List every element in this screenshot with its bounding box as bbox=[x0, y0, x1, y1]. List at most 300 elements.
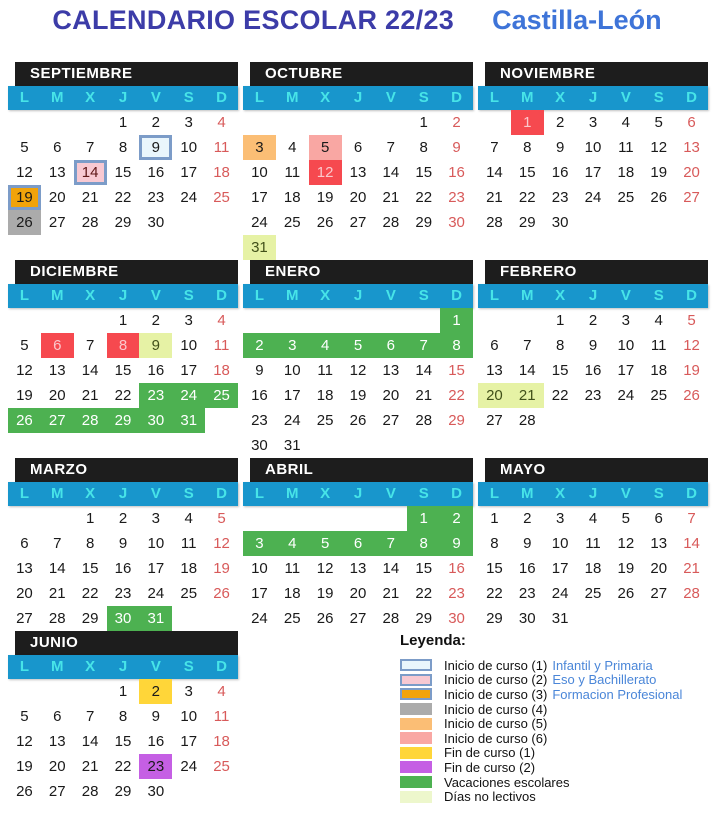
empty-cell bbox=[172, 606, 205, 631]
day-cell: 10 bbox=[180, 337, 198, 354]
color-swatch bbox=[400, 761, 432, 773]
day-cell: 28 bbox=[382, 610, 400, 627]
weekday-label: L bbox=[19, 287, 29, 304]
week-row bbox=[478, 408, 708, 433]
day-cell: 26 bbox=[8, 210, 41, 235]
day-cell: 27 bbox=[349, 214, 367, 231]
month-marzo bbox=[8, 458, 238, 631]
day-cell: 24 bbox=[283, 412, 301, 429]
weekday-label: X bbox=[320, 287, 331, 304]
day-cell: 9 bbox=[139, 333, 172, 358]
day-cell: 12 bbox=[683, 337, 700, 354]
day-cell: 22 bbox=[448, 387, 465, 404]
week-row bbox=[478, 210, 708, 235]
day-cell: 28 bbox=[518, 412, 536, 429]
legend-item bbox=[400, 673, 682, 688]
week-row bbox=[243, 383, 473, 408]
week-row bbox=[8, 308, 238, 333]
day-cell: 17 bbox=[251, 585, 268, 602]
day-cell: 23 bbox=[114, 585, 132, 602]
day-cell: 15 bbox=[114, 733, 132, 750]
day-cell: 23 bbox=[448, 189, 465, 206]
week-row bbox=[243, 185, 473, 210]
empty-cell bbox=[342, 433, 375, 458]
day-cell: 29 bbox=[415, 610, 433, 627]
day-cell: 15 bbox=[114, 362, 132, 379]
day-cell: 3 bbox=[276, 333, 309, 358]
weekday-row bbox=[243, 86, 473, 110]
weekday-label: L bbox=[19, 658, 29, 675]
day-cell: 7 bbox=[386, 139, 396, 156]
day-cell: 6 bbox=[53, 708, 62, 725]
day-cell: 17 bbox=[617, 362, 635, 379]
day-cell: 18 bbox=[213, 362, 230, 379]
day-cell: 17 bbox=[180, 733, 198, 750]
color-swatch bbox=[400, 718, 432, 730]
weekday-label: L bbox=[254, 287, 264, 304]
day-cell: 3 bbox=[243, 135, 276, 160]
day-cell: 26 bbox=[650, 189, 668, 206]
day-cell: 28 bbox=[81, 214, 99, 231]
empty-cell bbox=[577, 408, 610, 433]
day-cell: 20 bbox=[349, 585, 367, 602]
day-cell: 6 bbox=[20, 535, 29, 552]
day-cell: 6 bbox=[654, 510, 663, 527]
week-row bbox=[8, 160, 238, 185]
legend-label: Fin de curso (1) bbox=[444, 745, 536, 761]
day-cell: 7 bbox=[407, 333, 440, 358]
week-row bbox=[8, 333, 238, 358]
weekday-label: X bbox=[85, 287, 96, 304]
weekday-label: D bbox=[686, 485, 697, 502]
weekday-row bbox=[8, 482, 238, 506]
weekday-label: X bbox=[555, 89, 566, 106]
empty-cell bbox=[642, 408, 675, 433]
day-cell: 22 bbox=[415, 585, 433, 602]
legend-label: Inicio de curso (2) bbox=[444, 672, 548, 688]
day-cell: 29 bbox=[448, 412, 465, 429]
day-cell: 11 bbox=[284, 164, 301, 181]
day-cell: 8 bbox=[407, 531, 440, 556]
day-cell: 7 bbox=[85, 337, 95, 354]
empty-cell bbox=[205, 779, 238, 804]
legend-item bbox=[400, 716, 682, 731]
day-cell: 13 bbox=[349, 560, 367, 577]
day-cell: 7 bbox=[374, 531, 407, 556]
day-cell: 27 bbox=[41, 408, 74, 433]
page-title bbox=[0, 5, 714, 36]
weekday-row bbox=[8, 655, 238, 679]
day-cell: 11 bbox=[618, 139, 634, 156]
day-cell: 25 bbox=[650, 387, 668, 404]
day-cell: 10 bbox=[251, 560, 268, 577]
day-cell: 11 bbox=[213, 139, 230, 156]
day-cell: 13 bbox=[683, 139, 700, 156]
day-cell: 18 bbox=[213, 164, 230, 181]
legend-item bbox=[400, 746, 682, 761]
legend-item bbox=[400, 658, 682, 673]
day-cell: 13 bbox=[486, 362, 503, 379]
day-cell: 23 bbox=[251, 412, 268, 429]
day-cell: 12 bbox=[316, 560, 334, 577]
week-row bbox=[8, 779, 238, 804]
weekday-label: D bbox=[686, 89, 697, 106]
legend-label: Inicio de curso (4) bbox=[444, 701, 548, 717]
empty-cell bbox=[172, 210, 205, 235]
day-cell: 7 bbox=[53, 535, 62, 552]
day-cell: 28 bbox=[81, 783, 99, 800]
day-cell: 9 bbox=[255, 362, 264, 379]
legend-label: Inicio de curso (6) bbox=[444, 730, 548, 746]
day-cell: 10 bbox=[617, 337, 635, 354]
empty-cell bbox=[8, 679, 41, 704]
day-cell: 27 bbox=[16, 610, 33, 627]
weekday-label: X bbox=[555, 485, 566, 502]
day-cell: 19 bbox=[316, 585, 334, 602]
day-cell: 6 bbox=[53, 139, 62, 156]
day-cell: 11 bbox=[284, 560, 301, 577]
week-row bbox=[8, 581, 238, 606]
day-cell: 16 bbox=[147, 733, 165, 750]
day-cell: 5 bbox=[20, 337, 29, 354]
day-cell: 10 bbox=[251, 164, 268, 181]
day-cell: 22 bbox=[81, 585, 99, 602]
day-cell: 16 bbox=[448, 164, 465, 181]
month-enero bbox=[243, 260, 473, 458]
legend-title: Leyenda: bbox=[400, 632, 466, 649]
month-header: ENERO bbox=[250, 260, 473, 284]
empty-cell bbox=[309, 308, 342, 333]
day-cell: 4 bbox=[588, 510, 598, 527]
weekday-label: J bbox=[118, 287, 128, 304]
empty-cell bbox=[675, 408, 708, 433]
weekday-label: D bbox=[451, 89, 462, 106]
week-row bbox=[478, 110, 708, 135]
week-row bbox=[8, 531, 238, 556]
day-cell: 5 bbox=[309, 135, 342, 160]
empty-cell bbox=[609, 606, 642, 631]
day-cell: 17 bbox=[180, 164, 198, 181]
month-header: OCTUBRE bbox=[250, 62, 473, 86]
day-cell: 6 bbox=[490, 337, 499, 354]
weekday-label: X bbox=[320, 485, 331, 502]
day-cell: 4 bbox=[217, 312, 226, 329]
week-row bbox=[8, 110, 238, 135]
empty-cell bbox=[205, 606, 238, 631]
week-row bbox=[243, 333, 473, 358]
empty-cell bbox=[41, 308, 74, 333]
day-cell: 8 bbox=[419, 139, 428, 156]
empty-cell bbox=[407, 433, 440, 458]
day-cell: 4 bbox=[621, 114, 631, 131]
day-cell: 25 bbox=[283, 214, 301, 231]
weekday-label: J bbox=[353, 287, 363, 304]
day-cell: 15 bbox=[518, 164, 536, 181]
day-cell: 21 bbox=[382, 189, 400, 206]
day-cell: 14 bbox=[683, 535, 700, 552]
day-cell: 30 bbox=[551, 214, 569, 231]
day-cell: 2 bbox=[243, 333, 276, 358]
month-header: JUNIO bbox=[15, 631, 238, 655]
weekday-label: V bbox=[150, 485, 161, 502]
legend-label: Vacaciones escolares bbox=[444, 774, 570, 790]
week-row bbox=[243, 210, 473, 235]
day-cell: 26 bbox=[316, 214, 334, 231]
day-cell: 27 bbox=[48, 783, 66, 800]
color-swatch bbox=[400, 747, 432, 759]
month-header: ABRIL bbox=[250, 458, 473, 482]
day-cell: 4 bbox=[654, 312, 663, 329]
legend-label: Inicio de curso (5) bbox=[444, 716, 548, 732]
day-cell: 12 bbox=[349, 362, 367, 379]
day-cell: 23 bbox=[584, 387, 602, 404]
empty-cell bbox=[243, 308, 276, 333]
day-cell: 3 bbox=[588, 114, 598, 131]
week-row bbox=[243, 308, 473, 333]
weekday-row bbox=[8, 284, 238, 308]
weekday-label: D bbox=[216, 287, 227, 304]
weekday-label: L bbox=[489, 485, 499, 502]
empty-cell bbox=[577, 210, 610, 235]
day-cell: 30 bbox=[448, 610, 465, 627]
week-row bbox=[478, 383, 708, 408]
day-cell: 22 bbox=[114, 387, 132, 404]
day-cell: 9 bbox=[139, 135, 172, 160]
day-cell: 28 bbox=[382, 214, 400, 231]
day-cell: 29 bbox=[107, 408, 140, 433]
week-row bbox=[478, 556, 708, 581]
day-cell: 14 bbox=[382, 164, 400, 181]
day-cell: 6 bbox=[374, 333, 407, 358]
day-cell: 9 bbox=[555, 139, 565, 156]
day-cell: 10 bbox=[180, 139, 198, 156]
day-cell: 26 bbox=[316, 610, 334, 627]
empty-cell bbox=[374, 433, 407, 458]
weekday-label: D bbox=[686, 287, 697, 304]
weekday-label: M bbox=[286, 89, 299, 106]
empty-cell bbox=[205, 408, 238, 433]
day-cell: 12 bbox=[650, 139, 668, 156]
weekday-label: V bbox=[620, 287, 631, 304]
month-septiembre bbox=[8, 62, 238, 235]
day-cell: 8 bbox=[490, 535, 499, 552]
day-cell: 11 bbox=[585, 535, 601, 552]
day-cell: 18 bbox=[650, 362, 668, 379]
day-cell: 24 bbox=[251, 214, 268, 231]
weekday-label: L bbox=[254, 89, 264, 106]
day-cell: 27 bbox=[486, 412, 503, 429]
day-cell: 16 bbox=[147, 164, 165, 181]
day-cell: 9 bbox=[523, 535, 532, 552]
day-cell: 18 bbox=[283, 585, 301, 602]
day-cell: 19 bbox=[213, 560, 230, 577]
day-cell: 9 bbox=[452, 139, 461, 156]
day-cell: 18 bbox=[180, 560, 198, 577]
day-cell: 9 bbox=[151, 708, 161, 725]
day-cell: 1 bbox=[118, 114, 128, 131]
day-cell: 29 bbox=[114, 783, 132, 800]
day-cell: 8 bbox=[523, 139, 532, 156]
day-cell: 1 bbox=[440, 308, 473, 333]
day-cell: 24 bbox=[584, 189, 602, 206]
day-cell: 13 bbox=[349, 164, 367, 181]
day-cell: 25 bbox=[213, 189, 230, 206]
day-cell: 21 bbox=[48, 585, 66, 602]
weekday-label: S bbox=[653, 287, 664, 304]
week-row bbox=[243, 408, 473, 433]
day-cell: 19 bbox=[349, 387, 367, 404]
week-row bbox=[243, 556, 473, 581]
day-cell: 10 bbox=[584, 139, 602, 156]
weekday-label: S bbox=[183, 89, 194, 106]
weekday-row bbox=[243, 284, 473, 308]
day-cell: 19 bbox=[683, 362, 700, 379]
empty-cell bbox=[74, 679, 107, 704]
legend-detail: Formacion Profesional bbox=[552, 686, 683, 702]
weekday-row bbox=[243, 482, 473, 506]
day-cell: 7 bbox=[85, 708, 95, 725]
day-cell: 5 bbox=[20, 708, 29, 725]
week-row bbox=[8, 704, 238, 729]
empty-cell bbox=[243, 110, 276, 135]
weekday-label: X bbox=[320, 89, 331, 106]
day-cell: 28 bbox=[486, 214, 503, 231]
day-cell: 21 bbox=[382, 585, 400, 602]
empty-cell bbox=[276, 308, 309, 333]
empty-cell bbox=[642, 210, 675, 235]
legend-detail: Infantil y Primaria bbox=[552, 657, 653, 673]
day-cell: 20 bbox=[478, 383, 511, 408]
day-cell: 5 bbox=[342, 333, 375, 358]
weekday-label: J bbox=[588, 287, 598, 304]
day-cell: 29 bbox=[81, 610, 99, 627]
week-row bbox=[8, 729, 238, 754]
day-cell: 24 bbox=[251, 610, 268, 627]
week-row bbox=[478, 358, 708, 383]
weekday-label: V bbox=[150, 287, 161, 304]
day-cell: 20 bbox=[650, 560, 668, 577]
weekday-label: M bbox=[51, 658, 64, 675]
day-cell: 5 bbox=[309, 531, 342, 556]
empty-cell bbox=[478, 308, 511, 333]
day-cell: 26 bbox=[617, 585, 635, 602]
empty-cell bbox=[407, 235, 440, 260]
day-cell: 17 bbox=[283, 387, 301, 404]
day-cell: 18 bbox=[584, 560, 602, 577]
weekday-label: D bbox=[451, 485, 462, 502]
week-row bbox=[243, 110, 473, 135]
day-cell: 23 bbox=[139, 754, 172, 779]
day-cell: 23 bbox=[139, 383, 172, 408]
month-octubre bbox=[243, 62, 473, 260]
day-cell: 31 bbox=[172, 408, 205, 433]
empty-cell bbox=[407, 308, 440, 333]
empty-cell bbox=[276, 506, 309, 531]
day-cell: 25 bbox=[213, 758, 230, 775]
week-row bbox=[478, 135, 708, 160]
day-cell: 27 bbox=[349, 610, 367, 627]
day-cell: 11 bbox=[180, 535, 197, 552]
day-cell: 21 bbox=[511, 383, 544, 408]
day-cell: 17 bbox=[180, 362, 198, 379]
day-cell: 12 bbox=[309, 160, 342, 185]
empty-cell bbox=[243, 506, 276, 531]
empty-cell bbox=[374, 110, 407, 135]
day-cell: 1 bbox=[118, 683, 128, 700]
day-cell: 30 bbox=[147, 214, 165, 231]
day-cell: 15 bbox=[415, 164, 433, 181]
day-cell: 3 bbox=[184, 683, 193, 700]
month-abril bbox=[243, 458, 473, 631]
day-cell: 10 bbox=[147, 535, 165, 552]
week-row bbox=[8, 754, 238, 779]
day-cell: 3 bbox=[555, 510, 565, 527]
weekday-row bbox=[478, 86, 708, 110]
day-cell: 13 bbox=[48, 733, 66, 750]
legend-label: Fin de curso (2) bbox=[444, 759, 536, 775]
color-swatch bbox=[400, 791, 432, 803]
legend-item bbox=[400, 760, 682, 775]
day-cell: 14 bbox=[518, 362, 536, 379]
day-cell: 13 bbox=[16, 560, 33, 577]
day-cell: 21 bbox=[683, 560, 700, 577]
week-row bbox=[243, 235, 473, 260]
legend-label: Inicio de curso (1) bbox=[444, 657, 548, 673]
day-cell: 3 bbox=[243, 531, 276, 556]
day-cell: 29 bbox=[486, 610, 503, 627]
day-cell: 2 bbox=[440, 506, 473, 531]
day-cell: 31 bbox=[243, 235, 276, 260]
day-cell: 21 bbox=[81, 758, 99, 775]
day-cell: 16 bbox=[584, 362, 602, 379]
day-cell: 25 bbox=[617, 189, 635, 206]
day-cell: 24 bbox=[172, 383, 205, 408]
day-cell: 11 bbox=[650, 337, 667, 354]
day-cell: 20 bbox=[48, 387, 66, 404]
day-cell: 19 bbox=[8, 185, 41, 210]
day-cell: 2 bbox=[523, 510, 532, 527]
weekday-label: L bbox=[489, 287, 499, 304]
day-cell: 2 bbox=[151, 114, 161, 131]
day-cell: 22 bbox=[518, 189, 536, 206]
day-cell: 29 bbox=[114, 214, 132, 231]
week-row bbox=[8, 383, 238, 408]
weekday-label: J bbox=[118, 89, 128, 106]
empty-cell bbox=[342, 110, 375, 135]
day-cell: 12 bbox=[16, 164, 33, 181]
day-cell: 27 bbox=[650, 585, 668, 602]
day-cell: 1 bbox=[85, 510, 95, 527]
week-row bbox=[8, 358, 238, 383]
weekday-row bbox=[478, 482, 708, 506]
day-cell: 2 bbox=[139, 679, 172, 704]
legend-item bbox=[400, 789, 682, 804]
empty-cell bbox=[440, 235, 473, 260]
day-cell: 31 bbox=[139, 606, 172, 631]
day-cell: 8 bbox=[85, 535, 95, 552]
empty-cell bbox=[309, 110, 342, 135]
weekday-label: D bbox=[216, 485, 227, 502]
weekday-label: V bbox=[150, 89, 161, 106]
day-cell: 28 bbox=[48, 610, 66, 627]
day-cell: 4 bbox=[309, 333, 342, 358]
day-cell: 10 bbox=[283, 362, 301, 379]
day-cell: 26 bbox=[213, 585, 230, 602]
week-row bbox=[8, 408, 238, 433]
week-row bbox=[243, 433, 473, 458]
day-cell: 8 bbox=[118, 139, 128, 156]
day-cell: 3 bbox=[184, 312, 193, 329]
